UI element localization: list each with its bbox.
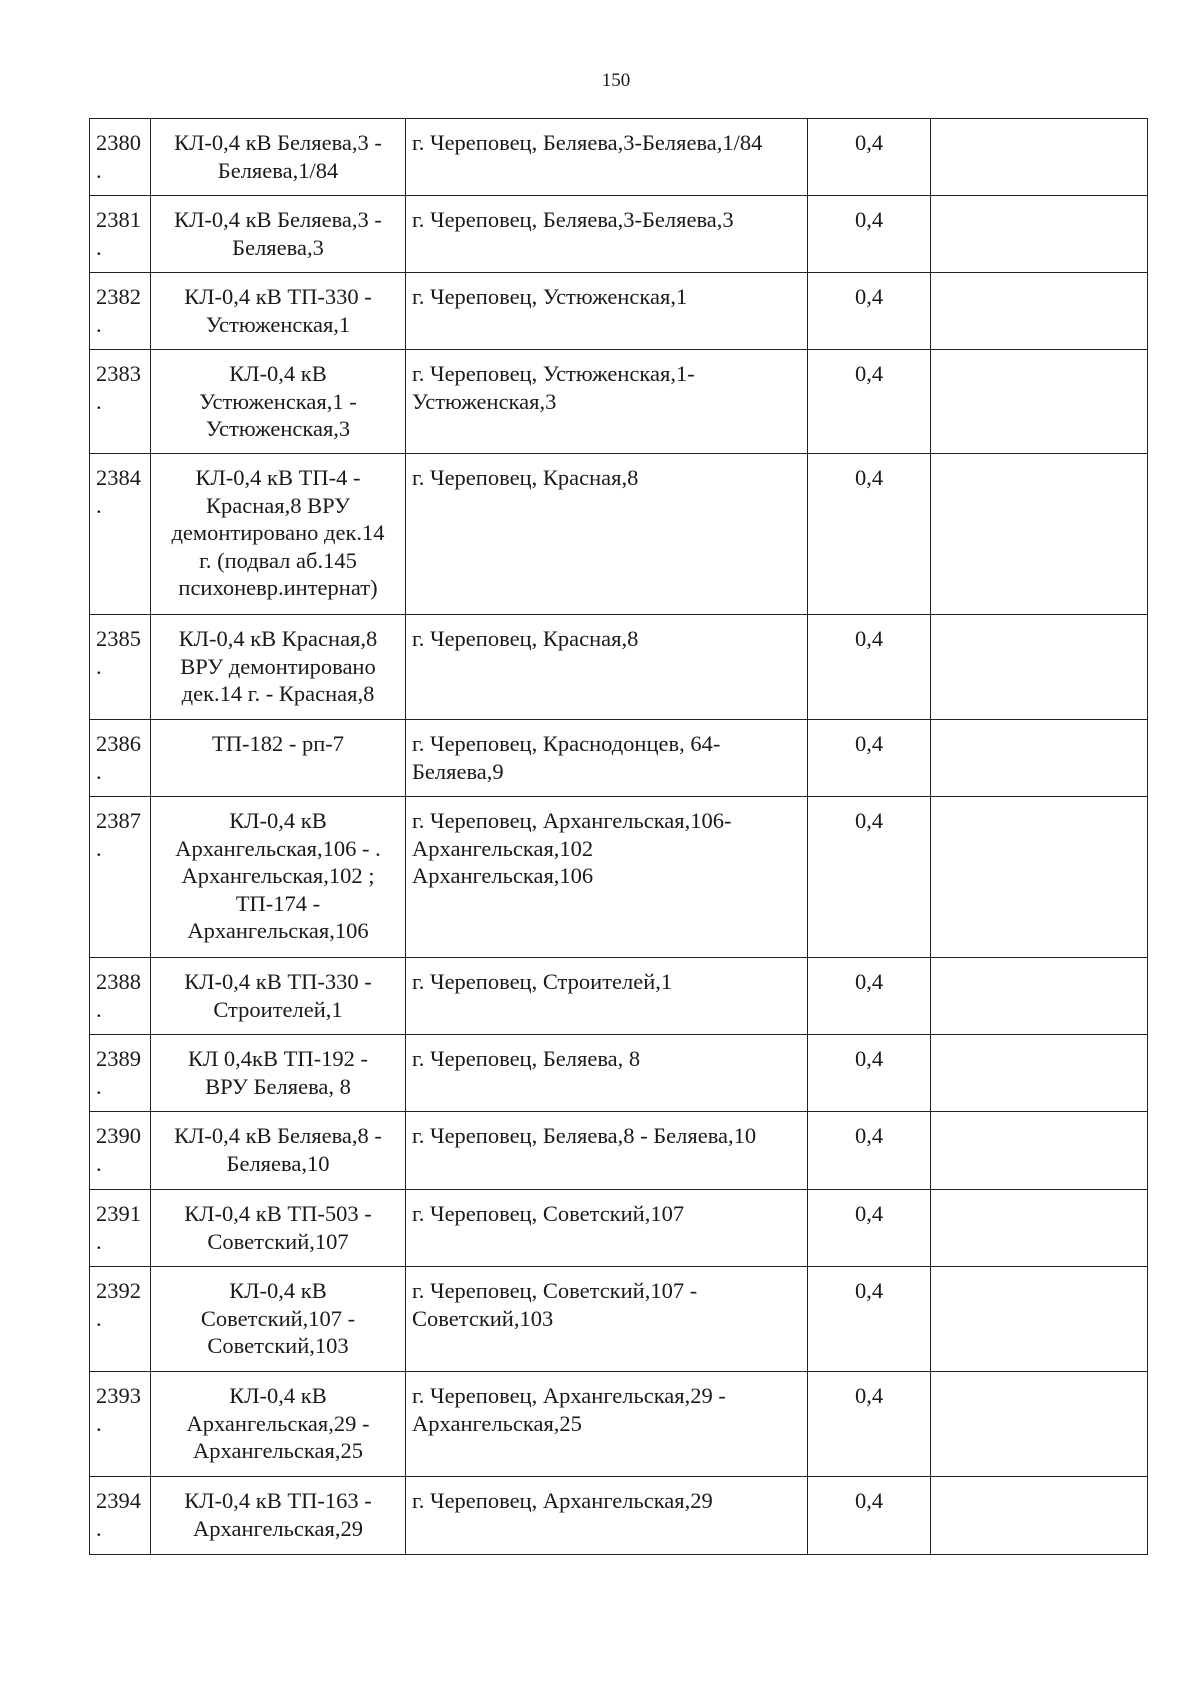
line-voltage: 0,4 — [808, 1477, 931, 1555]
line-address: г. Череповец, Беляева,3-Беляева,1/84 — [406, 119, 808, 196]
line-name: КЛ-0,4 кВ ТП-330 - Устюженская,1 — [151, 273, 406, 350]
table-body — [90, 119, 1148, 1555]
extra-cell — [931, 119, 1148, 196]
line-voltage: 0,4 — [808, 958, 931, 1035]
row-number: 2381. — [90, 196, 151, 273]
row-number: 2394. — [90, 1477, 151, 1555]
table-row — [90, 119, 1148, 196]
line-voltage: 0,4 — [808, 615, 931, 720]
table-row — [90, 1372, 1148, 1477]
line-name: КЛ-0,4 кВ Архангельская,106 - . Архангельская,102 ; ТП-174 - Архангельская,106 — [151, 797, 406, 958]
row-number: 2380. — [90, 119, 151, 196]
table-row — [90, 615, 1148, 720]
row-number: 2385. — [90, 615, 151, 720]
line-address: г. Череповец, Беляева,3-Беляева,3 — [406, 196, 808, 273]
extra-cell — [931, 1372, 1148, 1477]
row-number: 2393. — [90, 1372, 151, 1477]
row-number: 2382. — [90, 273, 151, 350]
row-number: 2390. — [90, 1112, 151, 1190]
table-row — [90, 958, 1148, 1035]
row-number: 2389. — [90, 1035, 151, 1112]
line-address: г. Череповец, Архангельская,29 — [406, 1477, 808, 1555]
line-name: КЛ 0,4кВ ТП-192 - ВРУ Беляева, 8 — [151, 1035, 406, 1112]
table-row — [90, 273, 1148, 350]
line-name: КЛ-0,4 кВ ТП-503 - Советский,107 — [151, 1190, 406, 1267]
line-name: КЛ-0,4 кВ ТП-163 - Архангельская,29 — [151, 1477, 406, 1555]
table-row — [90, 1112, 1148, 1190]
line-address: г. Череповец, Советский,107 - Советский,103 — [406, 1267, 808, 1372]
line-voltage: 0,4 — [808, 720, 931, 797]
line-address: г. Череповец, Советский,107 — [406, 1190, 808, 1267]
line-voltage: 0,4 — [808, 196, 931, 273]
line-name: КЛ-0,4 кВ Беляева,3 - Беляева,1/84 — [151, 119, 406, 196]
line-address: г. Череповец, Красная,8 — [406, 615, 808, 720]
line-voltage: 0,4 — [808, 1372, 931, 1477]
extra-cell — [931, 958, 1148, 1035]
line-voltage: 0,4 — [808, 1267, 931, 1372]
line-voltage: 0,4 — [808, 119, 931, 196]
line-name: КЛ-0,4 кВ Красная,8 ВРУ демонтировано дек.14 г. - Красная,8 — [151, 615, 406, 720]
line-voltage: 0,4 — [808, 1112, 931, 1190]
line-address: г. Череповец, Беляева, 8 — [406, 1035, 808, 1112]
extra-cell — [931, 273, 1148, 350]
table-row — [90, 720, 1148, 797]
registry-table — [89, 118, 1148, 1555]
table-row — [90, 350, 1148, 454]
table-row — [90, 1190, 1148, 1267]
extra-cell — [931, 350, 1148, 454]
line-voltage: 0,4 — [808, 350, 931, 454]
line-address: г. Череповец, Красная,8 — [406, 454, 808, 615]
line-name: КЛ-0,4 кВ Беляева,8 - Беляева,10 — [151, 1112, 406, 1190]
extra-cell — [931, 1190, 1148, 1267]
row-number: 2383. — [90, 350, 151, 454]
extra-cell — [931, 1477, 1148, 1555]
row-number: 2387. — [90, 797, 151, 958]
page-number: 150 — [601, 70, 631, 91]
table-row — [90, 454, 1148, 615]
line-address: г. Череповец, Строителей,1 — [406, 958, 808, 1035]
extra-cell — [931, 1035, 1148, 1112]
row-number: 2384. — [90, 454, 151, 615]
extra-cell — [931, 1267, 1148, 1372]
table-row — [90, 1477, 1148, 1555]
line-voltage: 0,4 — [808, 797, 931, 958]
line-name: ТП-182 - рп-7 — [151, 720, 406, 797]
line-voltage: 0,4 — [808, 1190, 931, 1267]
line-address: г. Череповец, Краснодонцев, 64- Беляева,9 — [406, 720, 808, 797]
row-number: 2386. — [90, 720, 151, 797]
table-row — [90, 196, 1148, 273]
line-voltage: 0,4 — [808, 454, 931, 615]
line-name: КЛ-0,4 кВ ТП-4 - Красная,8 ВРУ демонтировано дек.14 г. (подвал аб.145 психоневр.интернат) — [151, 454, 406, 615]
extra-cell — [931, 720, 1148, 797]
line-name: КЛ-0,4 кВ Устюженская,1 - Устюженская,3 — [151, 350, 406, 454]
row-number: 2391. — [90, 1190, 151, 1267]
line-address: г. Череповец, Архангельская,29 - Архангельская,25 — [406, 1372, 808, 1477]
table-row — [90, 797, 1148, 958]
line-voltage: 0,4 — [808, 273, 931, 350]
line-address: г. Череповец, Устюженская,1- Устюженская,3 — [406, 350, 808, 454]
extra-cell — [931, 615, 1148, 720]
line-name: КЛ-0,4 кВ Советский,107 - Советский,103 — [151, 1267, 406, 1372]
row-number: 2392. — [90, 1267, 151, 1372]
row-number: 2388. — [90, 958, 151, 1035]
line-name: КЛ-0,4 кВ Беляева,3 - Беляева,3 — [151, 196, 406, 273]
extra-cell — [931, 797, 1148, 958]
table-row — [90, 1267, 1148, 1372]
extra-cell — [931, 454, 1148, 615]
line-name: КЛ-0,4 кВ ТП-330 - Строителей,1 — [151, 958, 406, 1035]
line-address: г. Череповец, Устюженская,1 — [406, 273, 808, 350]
line-voltage: 0,4 — [808, 1035, 931, 1112]
extra-cell — [931, 196, 1148, 273]
extra-cell — [931, 1112, 1148, 1190]
line-name: КЛ-0,4 кВ Архангельская,29 - Архангельская,25 — [151, 1372, 406, 1477]
line-address: г. Череповец, Архангельская,106- Архангельская,102 Архангельская,106 — [406, 797, 808, 958]
table-row — [90, 1035, 1148, 1112]
line-address: г. Череповец, Беляева,8 - Беляева,10 — [406, 1112, 808, 1190]
